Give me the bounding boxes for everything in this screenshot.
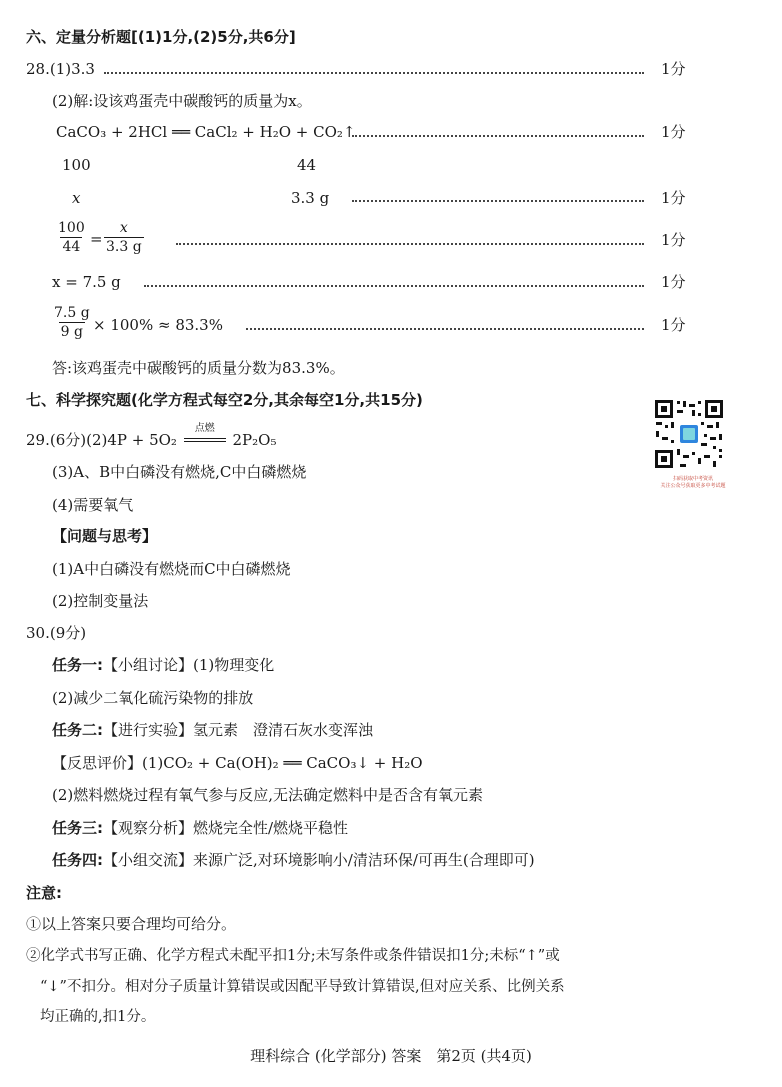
task-label: 任务三: [52,819,103,837]
reaction-condition-arrow [184,423,226,450]
section6-title: 六、定量分析题[(1)1分,(2)5分,共6分] [26,28,296,46]
q29-line1 [26,423,277,450]
percent-rest: × 100% ≈ 83.3% [93,316,223,334]
mass-caco3: 100 [62,156,91,174]
reflect: 【反思评价】(1)CO₂ + Ca(OH)₂ ══ CaCO₃↓ + H₂O [52,754,423,772]
numerator: 7.5 g [54,305,90,321]
equation-product: 2P₂O₅ [232,431,277,449]
q29-line4: (1)A中白磷没有燃烧而C中白磷燃烧 [52,560,291,578]
denominator: 44 [62,239,81,255]
q28-equation: CaCO₃ + 2HCl ══ CaCl₂ + H₂O + CO₂↑ [56,123,356,141]
qr-code-icon [653,398,725,470]
leader-dots [246,328,644,330]
notes-title: 注意: [26,884,62,902]
q29-line5: (2)控制变量法 [52,592,149,610]
q28-part2: (2)解:设该鸡蛋壳中碳酸钙的质量为x。 [52,92,312,110]
x-result: x = 7.5 g [52,273,121,291]
val-co2: 3.3 g [291,189,330,207]
score: 1分 [661,231,686,249]
numerator: x [119,220,128,236]
q29-line2: (3)A、B中白磷没有燃烧,C中白磷燃烧 [52,463,307,481]
score: 1分 [661,189,686,207]
score: 1分 [661,123,686,141]
task4 [52,850,535,870]
denominator: 3.3 g [106,239,142,255]
task-text: 【小组交流】来源广泛,对环境影响小/清洁环保/可再生(合理即可) [103,851,535,869]
mass-co2: 44 [297,156,317,174]
leader-dots [352,200,644,202]
score: 1分 [661,60,686,78]
qr-caption [648,476,738,490]
note2-line3: 均正确的,扣1分。 [40,1009,156,1025]
var-x: x [72,189,81,207]
qr-caption-line: 扫码获取中考资讯 [672,476,713,482]
note2-line2: “↓”不扣分。相对分子质量计算错误或因配平导致计算错误,但对应关系、比例关系 [40,979,565,995]
score: 1分 [661,316,686,334]
task1-item2: (2)减少二氧化硫污染物的排放 [52,689,254,707]
reflect2: (2)燃料燃烧过程有氧气参与反应,无法确定燃料中是否含有氧元素 [52,786,484,804]
task-label: 任务四: [52,851,103,869]
ratio-rhs-fraction [104,219,144,256]
page-footer: 理科综合 (化学部分) 答案 第2页 (共4页) [250,1047,532,1065]
q28-answer: 答:该鸡蛋壳中碳酸钙的质量分数为83.3%。 [52,359,345,377]
q30-header: 30.(9分) [26,624,87,642]
think-title: 【问题与思考】 [52,527,158,545]
task2 [52,720,373,740]
task-label: 任务一: [52,656,103,674]
leader-dots [144,285,644,287]
task-label: 任务二: [52,721,103,739]
note2-line1: ②化学式书写正确、化学方程式未配平扣1分;未写条件或条件错误扣1分;未标“↑”或 [26,948,560,964]
numerator: 100 [58,220,85,236]
leader-dots [104,72,644,74]
leader-dots [176,243,644,245]
denominator: 9 g [60,324,83,340]
task-text: 【进行实验】氢元素 澄清石灰水变浑浊 [103,721,374,739]
task3 [52,818,348,838]
equation-reactants: 29.(6分)(2)4P + 5O₂ [26,431,177,449]
ratio-lhs-fraction [56,219,87,256]
condition-label: 点燃 [194,423,215,434]
percent-fraction [52,304,92,341]
q29-line3: (4)需要氧气 [52,496,134,514]
task1 [52,655,274,675]
score: 1分 [661,273,686,291]
note1: ①以上答案只要合理均可给分。 [26,915,237,933]
qr-caption-line: 关注公众号获取更多中考试题 [660,483,726,489]
task-text: 【小组讨论】(1)物理变化 [103,656,275,674]
leader-dots [352,135,644,137]
q28-part1: 28.(1)3.3 [26,60,95,78]
task-text: 【观察分析】燃烧完全性/燃烧平稳性 [103,819,349,837]
equals-sign: = [90,230,103,248]
section7-title: 七、科学探究题(化学方程式每空2分,其余每空1分,共15分) [26,391,423,409]
